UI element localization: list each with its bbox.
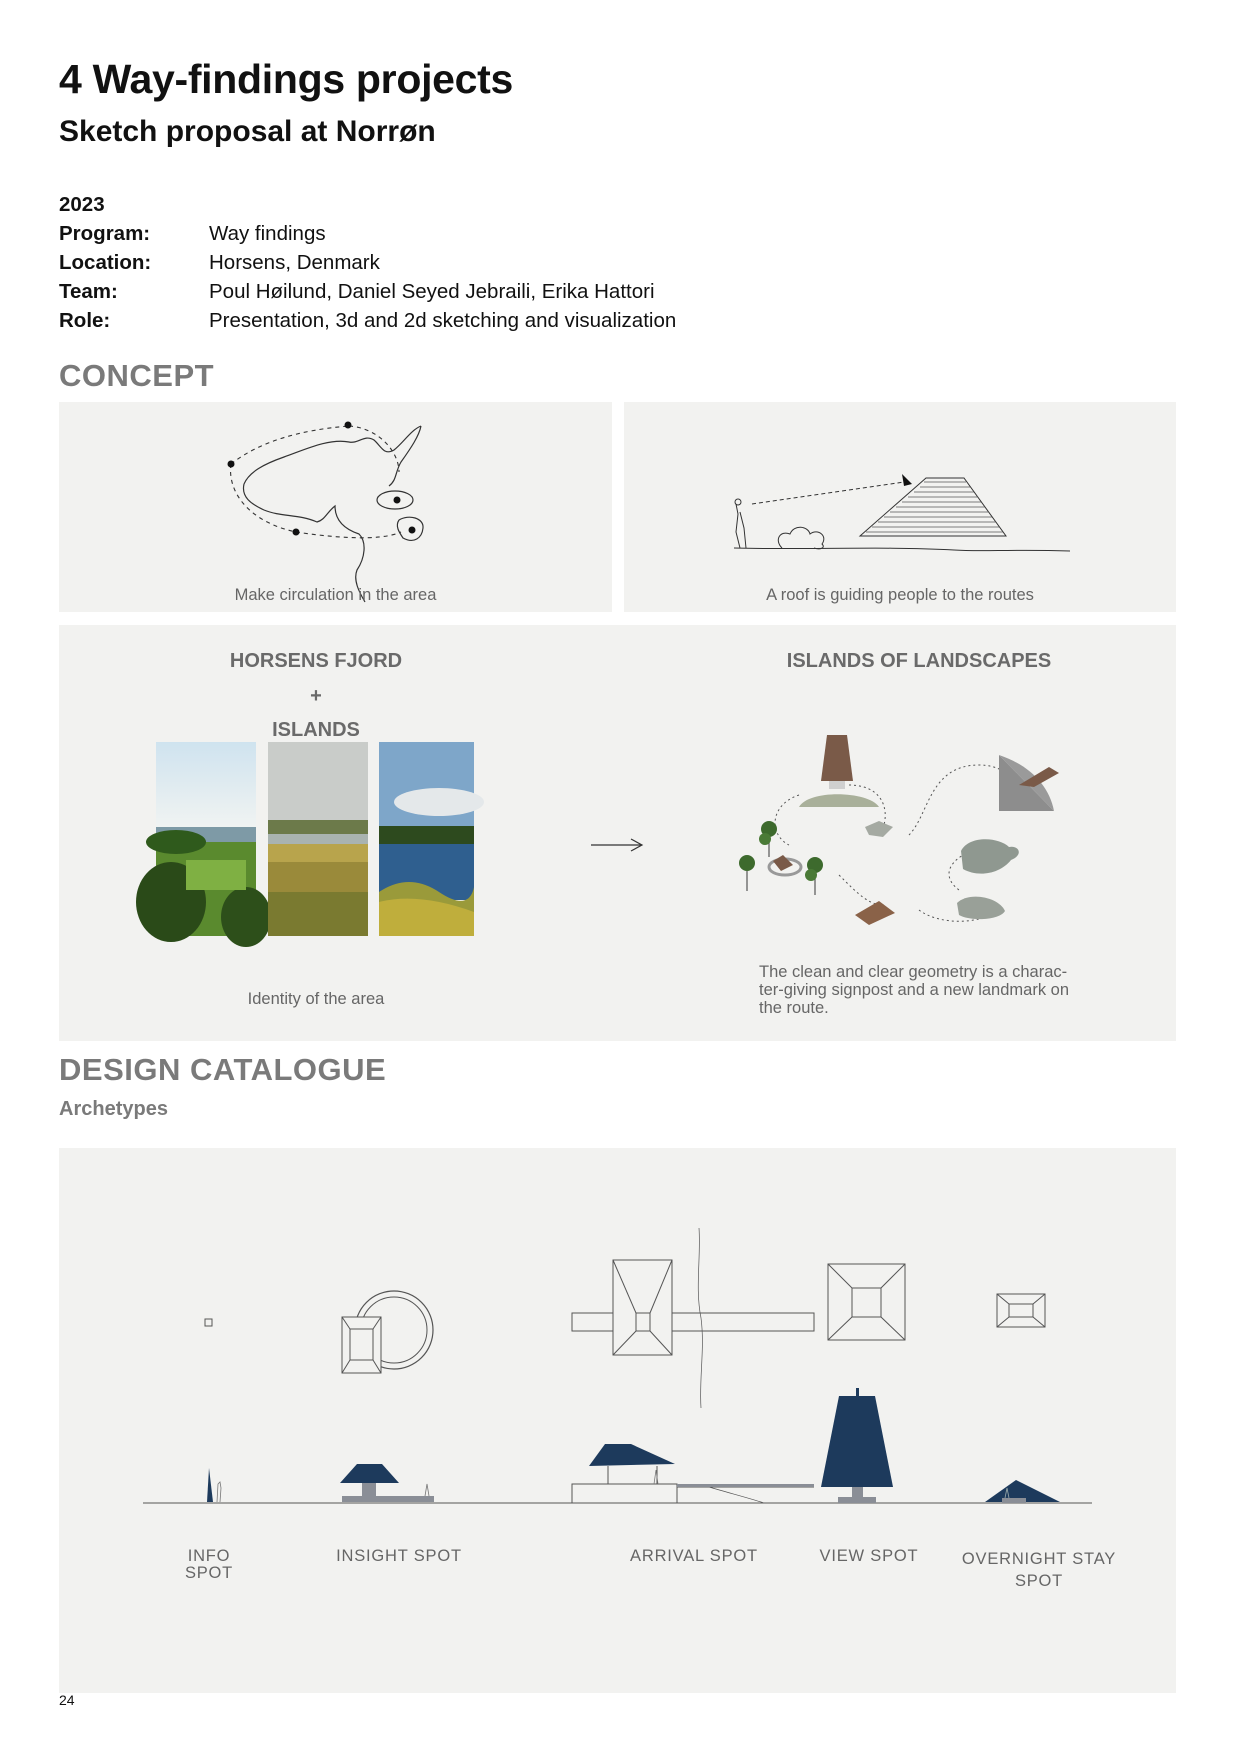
view-spot-label: VIEW SPOT [819, 1547, 919, 1565]
info-spot-elevation [207, 1468, 213, 1502]
panel2-caption: A roof is guiding people to the routes [766, 586, 1034, 604]
catalogue-panel [59, 1148, 1176, 1693]
meta-row-role: Role: Presentation, 3d and 2d sketching and visualization [59, 309, 677, 332]
design-catalogue-heading: DESIGN CATALOGUE [59, 1052, 387, 1087]
info-spot-plan [205, 1319, 212, 1326]
archetypes-subheading: Archetypes [59, 1098, 168, 1120]
project-meta [59, 190, 676, 335]
circulation-sketch [59, 402, 612, 612]
plus-sign: + [310, 685, 322, 707]
concept-panel-identity [59, 625, 1176, 1041]
page-subtitle: Sketch proposal at Norrøn [59, 115, 436, 148]
info-spot-label: INFO SPOT [184, 1547, 234, 1582]
page-number: 24 [59, 1692, 75, 1708]
concept-panel-circulation [59, 402, 612, 612]
arrow-right-icon [589, 835, 649, 855]
concept-panel-roof [624, 402, 1176, 612]
landscape-photo-2 [268, 742, 368, 936]
insight-spot-elevation [340, 1464, 399, 1483]
year: 2023 [59, 193, 105, 216]
meta-row-location: Location: Horsens, Denmark [59, 251, 380, 274]
archetypes-drawing [59, 1148, 1176, 1693]
arrival-spot-label: ARRIVAL SPOT [630, 1547, 758, 1565]
identity-caption: Identity of the area [247, 990, 385, 1008]
panel1-caption: Make circulation in the area [234, 586, 437, 604]
horsens-fjord-label: HORSENS FJORD [229, 650, 403, 672]
arrival-spot-elevation [589, 1444, 675, 1466]
landscape-photo-1 [156, 742, 256, 936]
page-title: 4 Way-findings projects [59, 56, 514, 102]
meta-row-program: Program: Way findings [59, 222, 326, 245]
islands-label: ISLANDS [272, 719, 360, 741]
roof-sketch [624, 402, 1176, 612]
geometry-caption: The clean and clear geometry is a charac-ter-giving signpost and a new landmark on the route. [759, 963, 1070, 1017]
concept-heading: CONCEPT [59, 358, 215, 393]
landscape-photo-3 [379, 742, 474, 936]
insight-spot-label: INSIGHT SPOT [336, 1547, 462, 1565]
view-spot-elevation [821, 1396, 893, 1487]
islands-of-landscapes-label: ISLANDS OF LANDSCAPES [786, 650, 1052, 672]
islands-illustration [749, 725, 1129, 965]
meta-row-team: Team: Poul Høilund, Daniel Seyed Jebraili, Erika Hattori [59, 280, 655, 303]
overnight-stay-spot-label: OVERNIGHT STAY SPOT [961, 1550, 1117, 1590]
